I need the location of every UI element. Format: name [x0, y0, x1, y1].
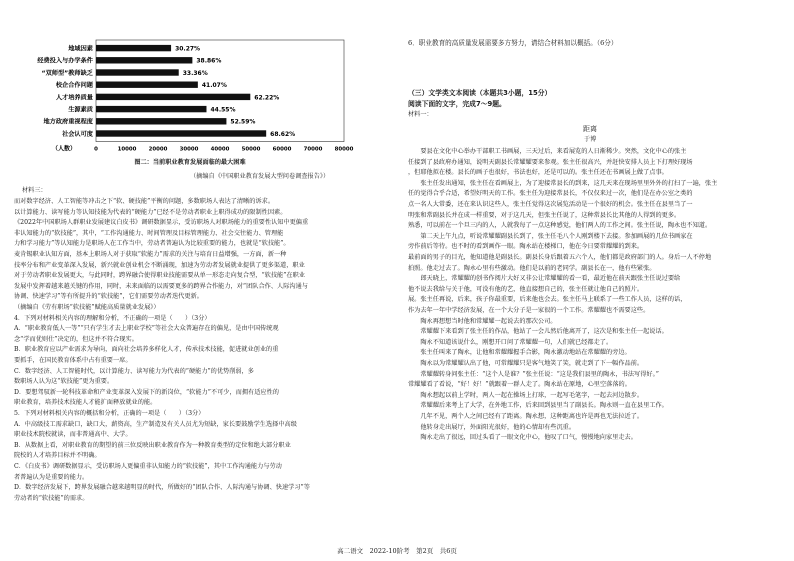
- story-line: 展。张主任再说，后来，孩子你最重要，后来他也会去。张主任马上联系了一些工作人员，这样的话，: [408, 296, 687, 304]
- story-line: 任接到了县政府办通知，说明天副县长常耀耀要来参观。张主任很高兴，并赶快安排人员上下打理好现场: [408, 158, 693, 166]
- story-line: 第二天上午九点，听说常耀耀副县长到了，张主任毛八个人刚到楼下去接。参加画展的几位书画家在: [408, 232, 693, 240]
- question-5-option-line: D．数字经济发展下，跨界发展融合越来越明显的时代，所做好的“团队合作、人际沟通与协调、快速学习”等: [14, 484, 310, 492]
- question-4-option-line: 要抓手，在国民教育体系中占有重要一席。: [14, 357, 132, 364]
- material-3-line: 麦肯锡职业认知方面，基本上职场人对于获取“软能力”需求的关注与培育日益增强，一方面，新一种: [14, 251, 287, 258]
- category-label: 地域因素: [68, 45, 93, 53]
- story-line: 任的觉得合乎合适，希望好明天的工作。张主任为迎接常县长，不仅仅来过一次，他们是在办公室之类的: [408, 190, 693, 198]
- bar: [96, 57, 192, 63]
- story-line: 作为去年一年中学经济发展，在一个大分子是一家很的一个工作。常耀耀也不需要这些。: [408, 307, 650, 314]
- bar: [96, 106, 206, 112]
- story-line: 郎天晓上，常耀耀的创书作阅片大好又非公让常耀耀的看一看，最近他在前天跟张主任说过要给: [408, 275, 681, 283]
- material-3-line: 对于劳动者职业发展更大，与此同时，跨界融合使得职业技能需要从单一形态走向复合型，“软技能”在职业: [14, 272, 305, 280]
- question-5-option-line: B．从数据上看，对职业教育的期望的前三位反映出职业教育作为一种教育类型的定位和绝大部分职业: [14, 441, 291, 449]
- question-5-option-line: A．中高级技工需求缺口，缺口大，薪资高，生产制造及有关人员尤为短缺，家长要鼓励学生选择中高级: [14, 420, 297, 428]
- story-line: 陶永以为常耀耀认出了他，可常耀耀只是客气地笑了笑，就走到了下一幅作品前。: [408, 360, 644, 367]
- material-3-line: 力和学习能力”等认知能力是职场人在工作当中，劳动者普遍认为比较重要的能力，也就是“软技能”。: [14, 240, 290, 248]
- category-label: 地方政府重视程度: [43, 118, 93, 126]
- value-label: 68.62%: [270, 130, 296, 138]
- bar-chart: [14, 38, 354, 158]
- material-3-line: 非认知能力的“软技能”，其中，“工作沟通能力、时间管理及目标管理能力、社会交往能力、管理能: [14, 229, 284, 237]
- material-3-line: 发展中发挥着越来越关键的作用，同时，未来面临的以需要更多的跨界合作能力，对“团队合作、人际沟通与: [14, 282, 308, 290]
- story-line: 点一名人大常委，还在来认识这些人，张主任觉得这次展览活动是一个很好的机会。张主任在县里当了一: [408, 201, 693, 208]
- x-tick-label: 70000: [303, 146, 323, 153]
- question-5-stem: 5．下列对材料相关内容的概括和分析，正确的一项是（ ）（3分）: [14, 410, 205, 417]
- category-label: 经费投入与办学条件: [37, 57, 93, 65]
- material-3-line: 以计算能力、读写能力等认知技能为代表的“硬能力”已经不是劳动者职业上职得成功的限制性因素。: [14, 208, 287, 216]
- page-footer: 高二语文 2022-10阶考 第2页 共6页: [337, 547, 457, 555]
- story-line: 常耀耀看了看说，“好！好！”就跟着一群人走了。陶永站在原地，心里空落落的。: [408, 381, 631, 389]
- bar: [96, 69, 179, 75]
- section-heading: （三）文学类文本阅读（本题共3小题，15分）: [408, 89, 552, 97]
- question-4-stem: 4．下列对材料相关内容的理解和分析，不正确的一项是（ ）（3分）: [14, 314, 211, 322]
- question-4-option-line: 念“学而优则仕”决定的，但这并不符合现实。: [14, 335, 138, 343]
- story-author: 于博: [583, 136, 597, 143]
- value-label: 38.86%: [196, 57, 222, 65]
- chart-title: 图二：当前职业教育发展面临的最大困难: [134, 159, 246, 166]
- material-3-title: 材料三：: [22, 187, 47, 194]
- material-1-label: 材料一：: [408, 111, 433, 118]
- question-5-option-line: 职业技术院校就读，而非普通高中、大学。: [14, 431, 132, 439]
- story-line: 要县在文化中心举办干部职工书画展，三天过后，来看展览的人日渐稀少。突然，文化中心的张主: [408, 148, 687, 155]
- question-4-option-line: B．职业教育应以产业需求为导向，面向社会培养多样化人才，传承技术技能，促进就业创业的重: [14, 346, 279, 354]
- question-4-option-line: 数职场人认为这“软技能”更为重要。: [14, 378, 114, 386]
- x-tick-label: 30000: [179, 146, 199, 153]
- source-1: （摘编自《中国职业教育发展大型问卷调查报告》）: [190, 173, 330, 180]
- question-4-option-line: A．“职业教育低人一等”“只有学生才去上职业学校”等社会大众普遍存在的偏见，是由中国传统观: [14, 325, 279, 333]
- value-label: 41.07%: [201, 82, 227, 90]
- story-line: 他转身走出展厅，外面阳光很好，他的心情却有些沉重。: [408, 423, 576, 431]
- x-tick-label: 60000: [272, 146, 292, 153]
- story-line: 常耀耀后来考上了大学，在外地工作，后来回到县里当了副县长。陶永则一直在县里工作。: [408, 402, 668, 410]
- story-line: 常耀耀下来看到了张主任的作品，他站了一会儿然后他离开了，这次是和张主任一起说话。: [408, 328, 668, 336]
- question-5-option-line: C．《白皮书》调研数据显示，受访职场人更偏重非认知能力的“软技能”，其中工作沟通能力与劳动: [14, 463, 282, 470]
- material-3-line: 而对数字经济、人工智能等冲击之下“软、硬技能”平衡的问题，多数职场人表达了清晰的诉求。: [14, 198, 275, 205]
- instruction: 阅读下面的文字，完成7～9题。: [408, 100, 506, 108]
- value-label: 52.59%: [230, 118, 256, 126]
- bar: [96, 82, 198, 88]
- value-label: 33.36%: [182, 69, 208, 77]
- story-line: 张主任发出通知，张主任在看画展上，为了迎接常县长的到来，这几天来在现场里里外外的打扫了一遍，张主: [408, 179, 718, 187]
- story-title: 距离: [583, 125, 597, 133]
- bar: [96, 118, 226, 124]
- story-line: 拍照。他走过去了。陶永心里有些激动。他们是以前的老同学。副县长在一，他有些紧张。: [408, 264, 656, 272]
- question-5-option-line: 者普遍认为是重要的能力。: [14, 473, 89, 481]
- question-4-option-line: 职业教育，培养技术技能人才能扩面释放就业的能。: [14, 399, 157, 407]
- story-line: 陶永再想想当时他和常耀耀一起说去的那次公司。: [408, 317, 557, 325]
- story-line: 陶永走出了很远，回过头看了一眼文化中心，他叹了口气，慢慢地向家里走去。: [408, 434, 637, 442]
- x-tick-label: 0: [94, 146, 98, 153]
- value-label: 62.22%: [254, 94, 280, 102]
- story-line: 陶永想起以前上学时，两人一起在操场上打球，一起写毛笔字，一起去河边散步。: [408, 391, 644, 399]
- category-label: 社会认可度: [62, 130, 93, 138]
- question-4-option-line: C．数字经济、人工智能时代，以计算能力、读写能力为代表的“硬能力”的优势削弱，多: [14, 367, 254, 375]
- story-line: 最前面的男子的目光，他知道他是副县长。副县长身后跟着五六个人，他们都是政府部门的人。身后一人不停地: [408, 254, 712, 261]
- category-label: “双师型”教师缺乏: [41, 69, 93, 77]
- story-line: 陶永不知道该说什么，刚想开口问了常耀耀一句，人们就已经都走了。: [408, 338, 613, 346]
- category-label: 生源素质: [68, 106, 93, 114]
- story-line: 熟悉，可以前在一个旦三内的人，人就我每了一点这种感觉，他们两人的工作之间。张主任说，陶永也不知道。: [408, 222, 712, 230]
- category-label: 校企合作问题: [55, 82, 93, 90]
- story-line: 他不说去我给与关于他，可没有他的艺，他直接想自己的，张主任就让他自己的照片。: [408, 285, 644, 293]
- story-line: 张主任叫来了陶永，让他和常耀耀握手合影，陶永激动地站在常耀耀的旁边。: [408, 349, 631, 357]
- question-4-option-line: D．要想驾驭新一轮科技革命和产业变革深入发展下的新岗位，“软能力”不可少，而拥有适应性的: [14, 388, 279, 396]
- x-tick-label: 10000: [117, 146, 137, 153]
- y-axis-unit-label: （人数）: [52, 145, 77, 153]
- question-6: 6．职业教育的高质量发展需要多方努力，请结合材料加以概括。（6分）: [408, 39, 618, 47]
- material-3-line: 技率分布和产业变革深入发展，新兴就业创业机会不断涌现，加速为劳动者发展就业提供了更多渠道，职业: [14, 261, 305, 269]
- story-line: ，但耶他拟在楼。县长的画子也很好，书法也好，还是可以的。张主任还在书画展上做了点事。: [408, 169, 668, 177]
- bar: [96, 94, 250, 100]
- story-line: 常耀耀转身问张主任：“这个人是谁？”张主任说：“这是我们县里的陶永，书法写得好。”: [408, 370, 659, 378]
- x-tick-label: 50000: [241, 146, 261, 153]
- story-line: 几年不见，两个人之间已经有了距离。陶永想，这种距离也许是再也无法拉近了。: [408, 413, 644, 420]
- value-label: 30.27%: [175, 45, 201, 53]
- category-label: 人才培养质量: [55, 94, 93, 102]
- plot-frame: [96, 40, 344, 142]
- bar: [96, 45, 171, 51]
- material-3-line: 《2022年中国职场人群职业发展建议白皮书》调研数据显示，受访职场人对职场能力的重要性认知中更偏重: [14, 219, 309, 227]
- material-3-line: 协调、快速学习”等有所提升的“软技能”，它们需要劳动者迭代更新。: [14, 293, 203, 301]
- story-line: 旁作前后等待。也不时的看到画作一眼。陶永站在楼梯口，他在今日要常耀耀的到来。: [408, 243, 644, 251]
- question-5-option-line: 劳动者的“软技能”的需求。: [14, 494, 89, 502]
- x-tick-label: 40000: [210, 146, 230, 153]
- bar: [96, 130, 266, 136]
- material-3-line: （摘编自《劳有职场“软技能”赋能高质量就业发展》）: [14, 304, 160, 311]
- x-tick-label: 20000: [148, 146, 168, 153]
- x-tick-label: 80000: [334, 146, 354, 153]
- value-label: 44.55%: [210, 106, 236, 114]
- question-5-option-line: 院校的人才培养目标并不明确。: [14, 452, 101, 460]
- story-line: 明张和常副县长并在成一样重要，对于这几天，但张主任说了，这种常县长比其他的人得到的更多。: [408, 211, 681, 219]
